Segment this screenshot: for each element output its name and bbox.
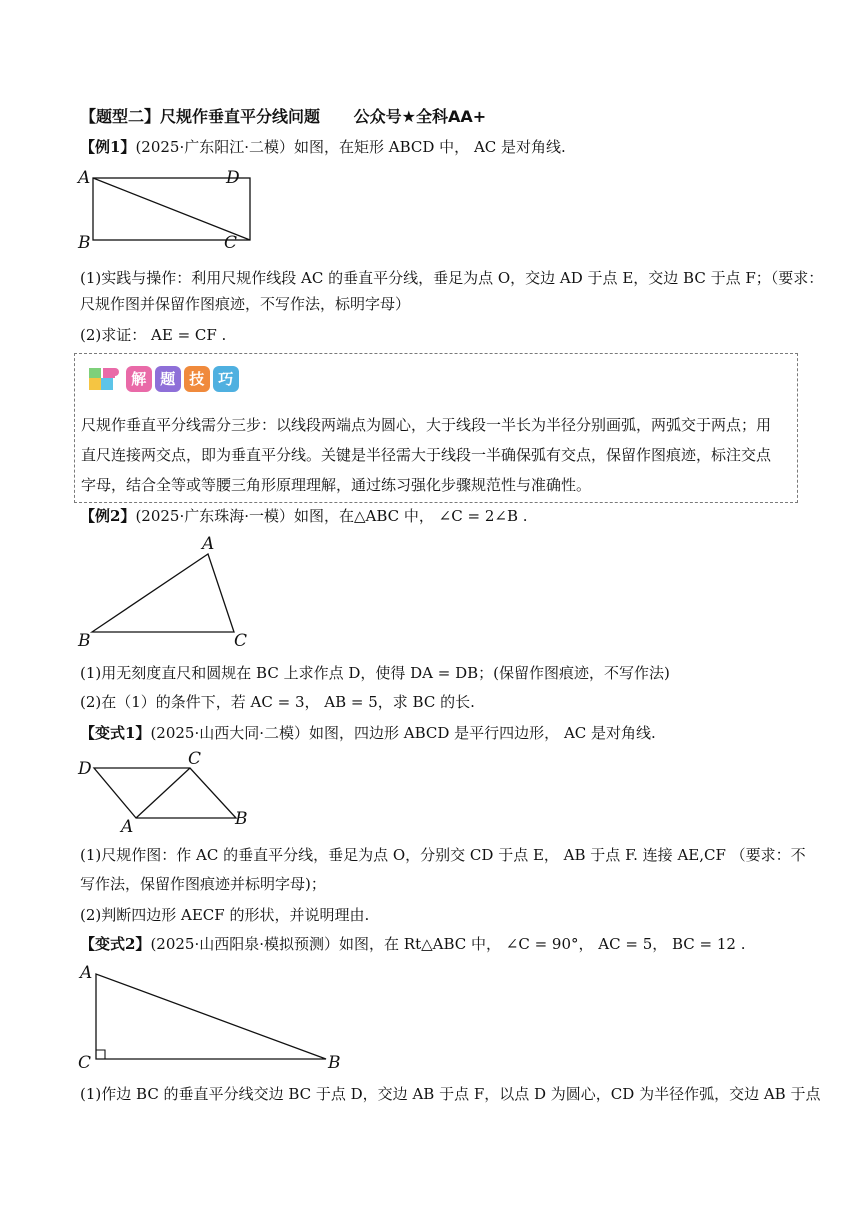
variant2-label: 【变式2】 — [80, 935, 151, 953]
puzzle-icon — [87, 366, 121, 394]
variant2-stem-text: (2025·山西阳泉·模拟预测）如图，在 Rt△ABC 中， ∠C = 90°， AC = 5， BC = 12 . — [150, 935, 746, 953]
fig3-label-d: D — [78, 759, 92, 779]
tips-line3: 字母，结合全等或等腰三角形原理理解，通过练习强化步骤规范性与准确性。 — [81, 476, 592, 494]
tips-header — [87, 366, 242, 394]
badge-ji: 技 — [184, 366, 210, 392]
tips-line1: 尺规作垂直平分线需分三步：以线段两端点为圆心，大于线段一半长为半径分别画弧，两弧交于两点；用 — [81, 416, 772, 434]
badge-qiao: 巧 — [213, 366, 239, 392]
fig1-label-a: A — [78, 168, 91, 188]
fig3-label-c: C — [188, 750, 202, 769]
variant1-stem — [80, 723, 656, 743]
variant1-stem-text: (2025·山西大同·二模）如图，四边形 ABCD 是平行四边形， AC 是对角线. — [150, 724, 656, 742]
fig4-label-a: A — [80, 963, 93, 983]
example2-stem-text: (2025·广东珠海·一模）如图，在△ABC 中， ∠C = 2∠B . — [135, 507, 528, 525]
figure-parallelogram-abcd — [74, 750, 264, 835]
variant2-stem — [80, 934, 746, 954]
parallelogram-shape — [94, 768, 236, 818]
example1-q2: (2)求证： AE = CF . — [80, 326, 227, 344]
badge-jie: 解 — [126, 366, 152, 392]
fig3-label-a: A — [121, 817, 134, 835]
variant2-q1: (1)作边 BC 的垂直平分线交边 BC 于点 D，交边 AB 于点 F，以点 D 为圆心，CD 为半径作弧，交边 AB 于点 — [80, 1085, 821, 1103]
variant1-q2: (2)判断四边形 AECF 的形状，并说明理由. — [80, 906, 370, 924]
fig1-label-d: D — [226, 168, 240, 188]
figure-triangle-abc — [74, 534, 264, 654]
triangle-shape — [92, 554, 234, 632]
type-title: 【题型二】尺规作垂直平分线问题 — [80, 107, 321, 126]
example2-label: 【例2】 — [80, 507, 136, 525]
fig3-label-b: B — [235, 809, 248, 829]
example2-stem — [80, 506, 528, 526]
right-angle-mark — [96, 1050, 105, 1059]
fig1-label-b: B — [78, 233, 91, 253]
example2-q2: (2)在（1）的条件下，若 AC = 3， AB = 5，求 BC 的长. — [80, 693, 475, 711]
diagonal-ac — [136, 768, 190, 818]
variant1-q1-line1: (1)尺规作图：作 AC 的垂直平分线，垂足为点 O，分别交 CD 于点 E， AB 于点 F. 连接 AE,CF （要求：不 — [80, 846, 806, 864]
fig4-label-b: B — [328, 1053, 341, 1073]
example1-q1-line1: (1)实践与操作：利用尺规作线段 AC 的垂直平分线，垂足为点 O，交边 AD 于点 E，交边 BC 于点 F；（要求： — [80, 269, 824, 287]
example1-stem-text: (2025·广东阳江·二模）如图，在矩形 ABCD 中， AC 是对角线. — [135, 138, 566, 156]
fig2-label-a: A — [202, 534, 215, 554]
fig2-label-c: C — [234, 631, 248, 651]
badge-ti: 题 — [155, 366, 181, 392]
fig2-label-b: B — [78, 631, 91, 651]
fig1-label-c: C — [224, 233, 238, 253]
example1-label: 【例1】 — [80, 138, 136, 156]
example2-q1: (1)用无刻度直尺和圆规在 BC 上求作点 D，使得 DA = DB；(保留作图痕迹，不写作法) — [80, 664, 670, 682]
variant1-label: 【变式1】 — [80, 724, 151, 742]
example1-stem — [80, 137, 566, 157]
variant1-q1-line2: 写作法，保留作图痕迹并标明字母)； — [80, 875, 326, 893]
figure-rectangle-abcd — [74, 166, 274, 256]
figure-right-triangle-abc — [74, 962, 354, 1077]
tips-box — [74, 353, 798, 503]
example1-q1-line2: 尺规作图并保留作图痕迹，不写作法，标明字母） — [80, 295, 411, 313]
watermark-text: 公众号★全科AA+ — [353, 107, 487, 126]
fig4-label-c: C — [78, 1053, 92, 1073]
tips-line2: 直尺连接两交点，即为垂直平分线。关键是半径需大于线段一半确保弧有交点，保留作图痕迹，标注交点 — [81, 446, 772, 464]
section-title — [80, 104, 486, 127]
right-triangle-shape — [96, 974, 326, 1059]
